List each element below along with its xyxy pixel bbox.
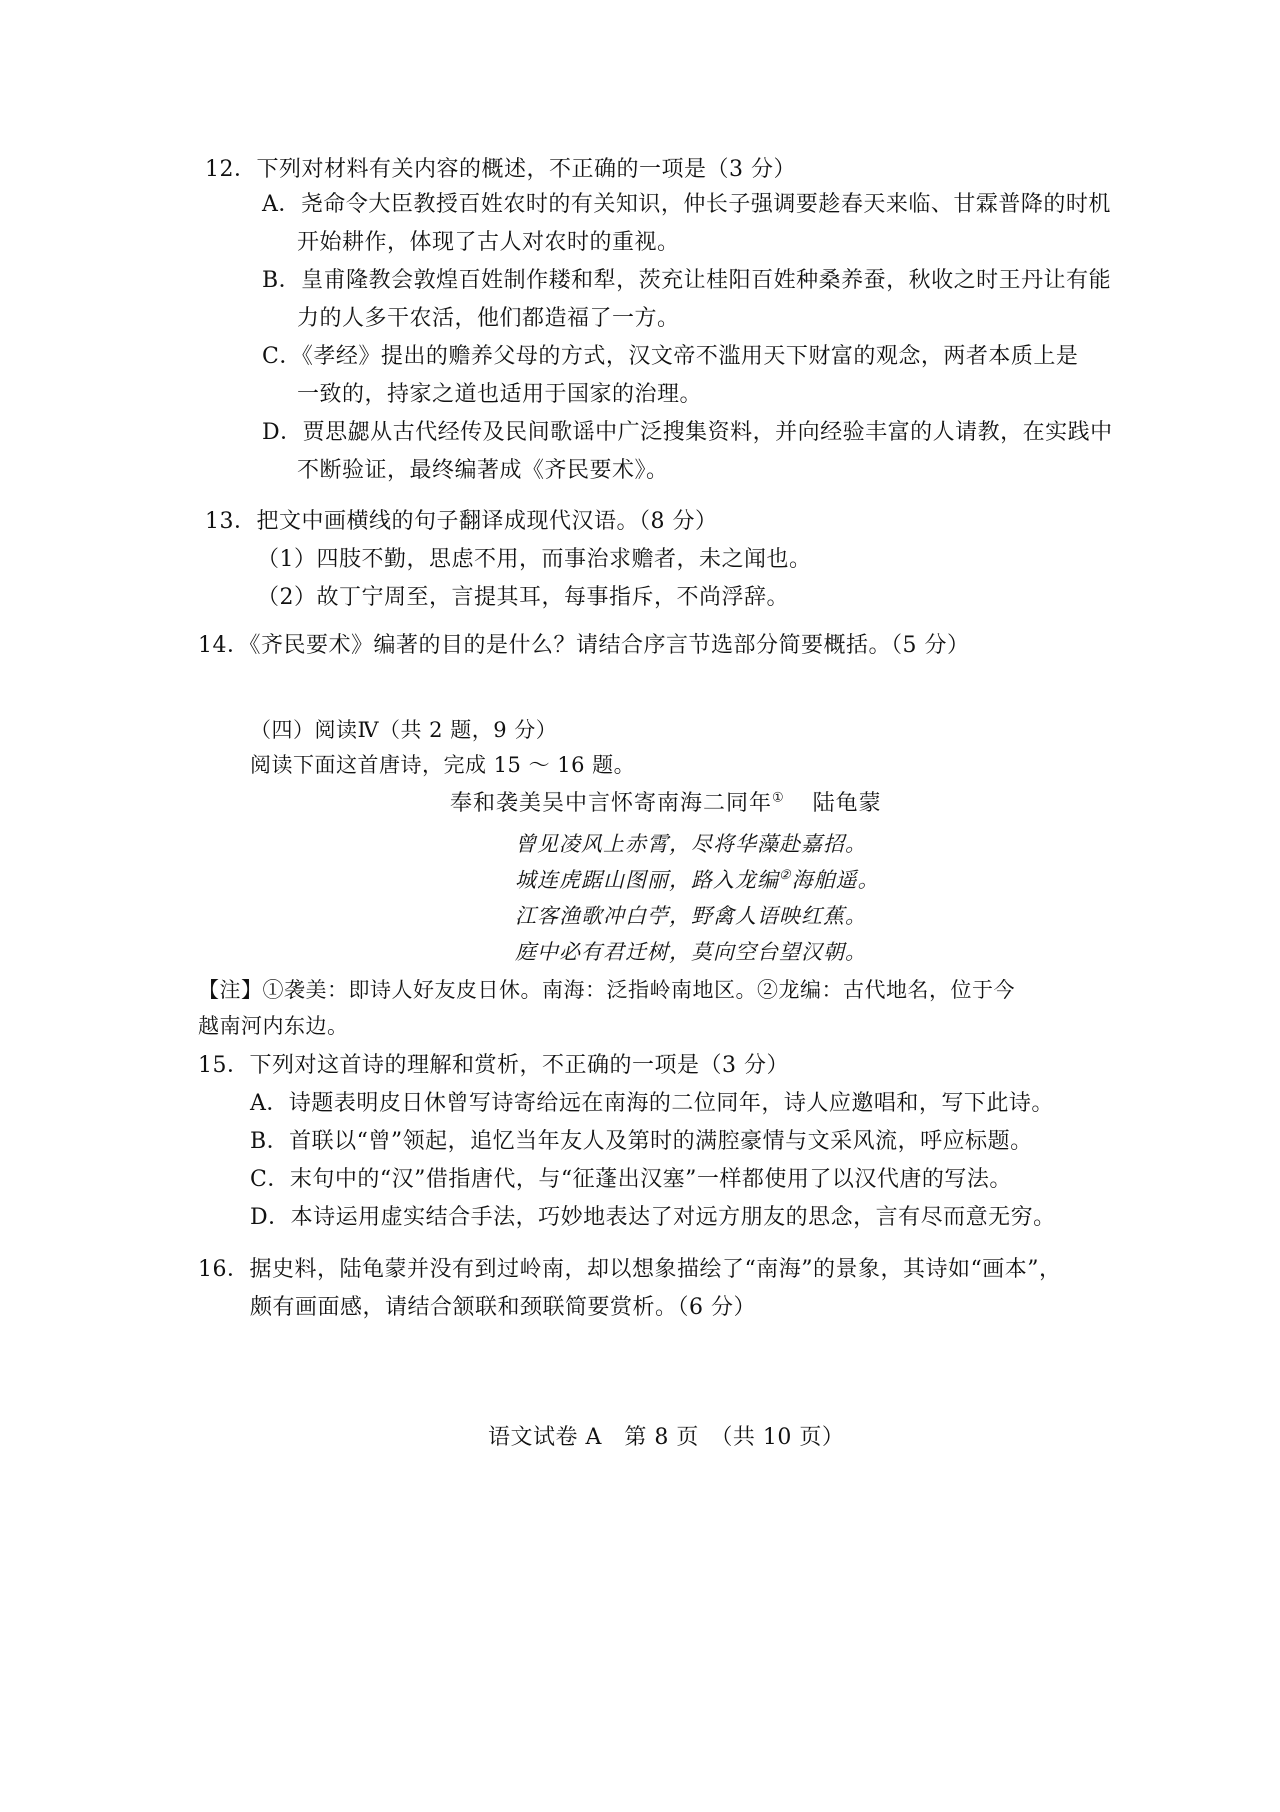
q12-option-b-line1: B．皇甫隆教会敦煌百姓制作耧和犁，茨充让桂阳百姓种桑养蚕，秋收之时王丹让有能 [262, 268, 1112, 293]
poem-title-line [450, 790, 882, 818]
section-instruction: 阅读下面这首唐诗，完成 15 ～ 16 题。 [250, 753, 636, 777]
q15-option-b: B．首联以“曾”领起，追忆当年友人及第时的满腔豪情与文采风流，呼应标题。 [250, 1129, 1033, 1154]
poem-title-note-mark: ① [772, 790, 785, 806]
q12-option-d-line2: 不断验证，最终编著成《齐民要术》。 [297, 458, 669, 483]
q14-stem: 14．《齐民要术》编著的目的是什么？请结合序言节选部分简要概括。（5 分） [198, 633, 970, 658]
q13-item-1: （1）四肢不勤，思虑不用，而事治求赡者，未之闻也。 [257, 547, 812, 572]
poem-note-mark-2: ② [779, 868, 792, 883]
q16-stem-line1: 16．据史料，陆龟蒙并没有到过岭南，却以想象描绘了“南海”的景象，其诗如“画本”， [198, 1257, 1062, 1282]
page-footer: 语文试卷 A 第 8 页 （共 10 页） [488, 1425, 845, 1450]
q12-option-b-line2: 力的人多干农活，他们都造福了一方。 [297, 306, 680, 331]
poem-note-line2: 越南河内东边。 [198, 1014, 349, 1038]
q12-option-a-line1: A．尧命令大臣教授百姓农时的有关知识，仲长子强调要趁春天来临、甘霖普降的时机 [262, 192, 1111, 217]
q15-option-c: C．末句中的“汉”借指唐代，与“征蓬出汉塞”一样都使用了以汉代唐的写法。 [250, 1167, 1012, 1192]
q12-option-c-line2: 一致的，持家之道也适用于国家的治理。 [297, 382, 703, 407]
q15-option-a: A．诗题表明皮日休曾写诗寄给远在南海的二位同年，诗人应邀唱和，写下此诗。 [250, 1091, 1054, 1116]
poem-line-4: 庭中必有君迁树，莫向空台望汉朝。 [515, 940, 867, 964]
q12-stem: 12．下列对材料有关内容的概述，不正确的一项是（3 分） [205, 157, 796, 182]
poem-line-3: 江客渔歌冲白苧，野禽人语映红蕉。 [515, 904, 867, 928]
q13-item-2: （2）故丁宁周至，言提其耳，每事指斥，不尚浮辞。 [257, 585, 789, 610]
q16-stem-line2: 颇有画面感，请结合颔联和颈联简要赏析。（6 分） [250, 1295, 756, 1320]
q12-option-c-line1: C．《孝经》提出的赡养父母的方式，汉文帝不滥用天下财富的观念，两者本质上是 [262, 344, 1079, 369]
q15-stem: 15．下列对这首诗的理解和赏析，不正确的一项是（3 分） [198, 1053, 789, 1078]
poem-author: 陆龟蒙 [812, 791, 882, 816]
section-heading: （四）阅读Ⅳ（共 2 题，9 分） [250, 718, 558, 742]
poem-line-1: 曾见凌风上赤霄，尽将华藻赴嘉招。 [515, 832, 867, 856]
q12-option-d-line1: D．贾思勰从古代经传及民间歌谣中广泛搜集资料，并向经验丰富的人请教，在实践中 [262, 420, 1113, 445]
q13-stem: 13．把文中画横线的句子翻译成现代汉语。（8 分） [205, 509, 718, 534]
poem-title: 奉和袭美吴中言怀寄南海二同年 [450, 791, 773, 816]
poem-line-2: 城连虎踞山图丽，路入龙编②海舶遥。 [515, 868, 880, 892]
q15-option-d: D．本诗运用虚实结合手法，巧妙地表达了对远方朋友的思念，言有尽而意无穷。 [250, 1205, 1056, 1230]
poem-note-line1: 【注】①袭美：即诗人好友皮日休。南海：泛指岭南地区。②龙编：古代地名，位于今 [198, 978, 1015, 1002]
q12-option-a-line2: 开始耕作，体现了古人对农时的重视。 [297, 230, 680, 255]
